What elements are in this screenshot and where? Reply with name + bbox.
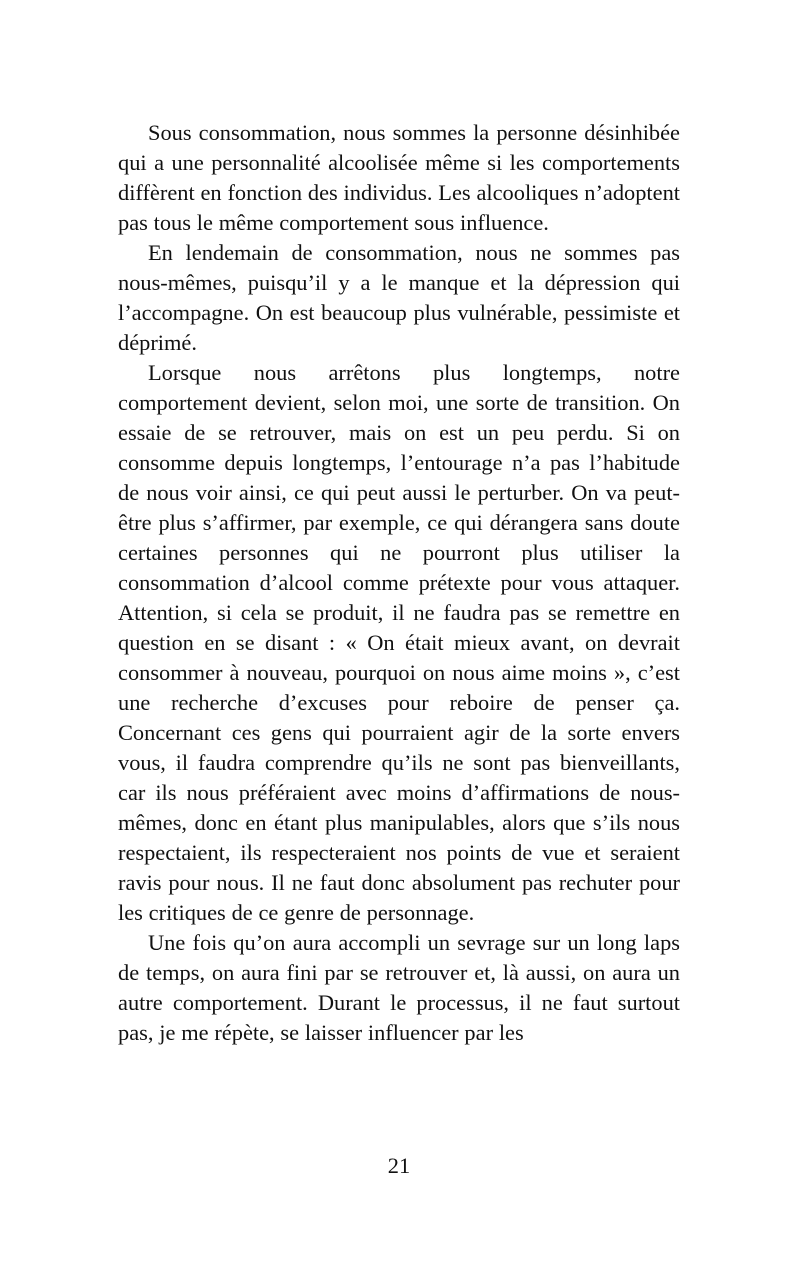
body-text xyxy=(118,118,680,1048)
paragraph: Sous consommation, nous sommes la personne désinhibée qui a une personnalité alcoolisée même si les comportements diffèrent en fonction des individus. Les alcooliques n’adoptent pas tous le même comportement sous influence. xyxy=(118,120,680,235)
page-number: 21 xyxy=(387,1153,411,1178)
paragraph: Lorsque nous arrêtons plus longtemps, notre comportement devient, selon moi, une sorte de transition. On essaie de se retrouver, mais on est un peu perdu. Si on consomme depuis longtemps, l’entourage n’a pas l’habitude de nous voir ainsi, ce qui peut aussi le perturber. On va peut-être plus s’affirmer, par exemple, ce qui dérangera sans doute certaines personnes qui ne pourront plus utiliser la consommation d’alcool comme prétexte pour vous attaquer. Attention, si cela se produit, il ne faudra pas se remettre en question en se disant : « On était mieux avant, on devrait consommer à nouveau, pourquoi on nous aime moins », c’est une recherche d’excuses pour reboire de penser ça. Concernant ces gens qui pourraient agir de la sorte envers vous, il faudra comprendre qu’ils ne sont pas bienveillants, car ils nous préféraient avec moins d’affirmations de nous-mêmes, donc en étant plus manipulables, alors que s’ils nous respectaient, ils respecteraient nos points de vue et seraient ravis pour nous. Il ne faut donc absolument pas rechuter pour les critiques de ce genre de personnage. xyxy=(118,360,680,925)
paragraph: Une fois qu’on aura accompli un sevrage sur un long laps de temps, on aura fini par se retrouver et, là aussi, on aura un autre comportement. Durant le processus, il ne faut surtout pas, je me répète, se laisser influencer par les xyxy=(118,930,680,1045)
paragraph: En lendemain de consommation, nous ne sommes pas nous-mêmes, puisqu’il y a le manque et la dépression qui l’accompagne. On est beaucoup plus vulnérable, pessimiste et déprimé. xyxy=(118,240,680,355)
